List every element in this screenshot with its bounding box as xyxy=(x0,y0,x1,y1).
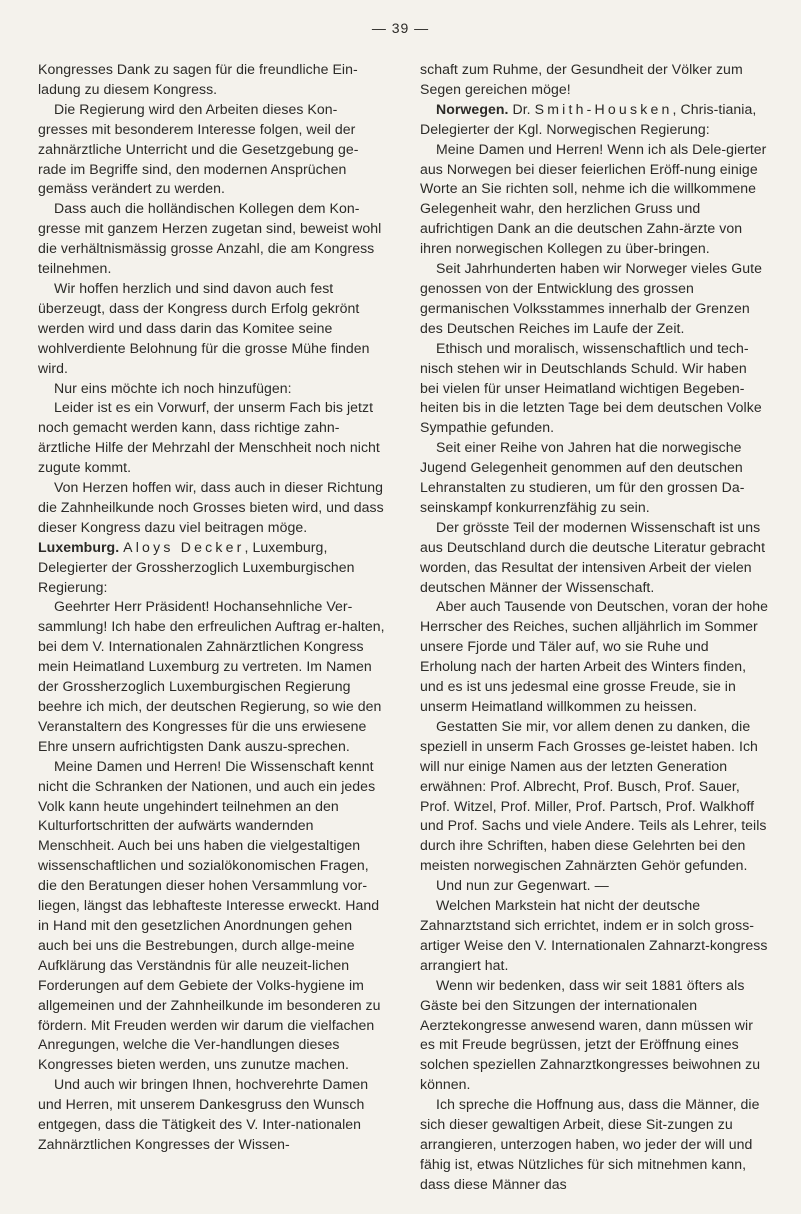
paragraph: Luxemburg. Aloys Decker, Luxemburg, Delegierter der Grossherzoglich Luxemburgischen Regierung: xyxy=(38,538,355,595)
paragraph: Leider ist es ein Vorwurf, der unserm Fach bis jetzt noch gemacht werden kann, dass richtige zahn-ärztliche Hilfe der Mehrzahl der Menschheit noch nicht zugute kommt. xyxy=(38,399,380,476)
paragraph: schaft zum Ruhme, der Gesundheit der Völker zum Segen gereichen möge! xyxy=(420,61,743,97)
paragraph: Nur eins möchte ich noch hinzufügen: xyxy=(54,379,292,396)
left-column xyxy=(38,60,386,1200)
paragraph: Meine Damen und Herren! Die Wissenschaft kennt nicht die Schranken der Nationen, und auch ein jedes Volk kann heute ungehindert teilnehmen an den Kulturfortschritten der aufwärts wandernden Menschheit. Auch bei uns haben die vielgestaltigen wissenschaftlichen und sozialökonomischen Fragen, die den Beratungen dieser hohen Versammlung vor-liegen, längst das lebhafteste Interesse erweckt. Hand in Hand mit den gesetzlichen Anordnungen gehen auch bei uns die Bestrebungen, durch allge-meine Aufklärung das Verständnis für alle neuzeit-lichen Forderungen auf dem Gebiete der Volks-hygiene im allgemeinen und der Zahnheilkunde im besonderen zu fördern. Mit Freuden werden wir darum die vielfachen Anregungen, welche die Ver-handlungen dieses Kongresses bieten werden, uns zunutze machen. xyxy=(38,757,381,1073)
paragraph: Kongresses Dank zu sagen für die freundliche Ein-ladung zu diesem Kongress. xyxy=(38,61,358,97)
speaker-country: Norwegen. xyxy=(436,100,513,117)
paragraph: Wir hoffen herzlich und sind davon auch fest überzeugt, dass der Kongress durch Erfolg gekrönt werden wird und dass darin das Komitee seine wohlverdiente Belohnung für die grosse Mühe finden wird. xyxy=(38,279,370,376)
paragraph: Die Regierung wird den Arbeiten dieses Kon-gresses mit besonderem Interesse folgen, weil der zahnärztliche Unterricht und die Gesetzgebung ge-rade im Begriffe sind, den modernen Ansprüchen gemäss verändert zu werden. xyxy=(38,100,359,197)
paragraph: Von Herzen hoffen wir, dass auch in dieser Richtung die Zahnheilkunde noch Grosses bieten wird, und dass dieser Kongress dazu viel beitragen möge. xyxy=(38,479,384,535)
page-number: — 39 — xyxy=(371,20,430,36)
paragraph: Meine Damen und Herren! Wenn ich als Dele-gierter aus Norwegen bei dieser feierlichen Eröff-nung einige Worte an Sie richten soll, nehme ich die willkommene Gelegenheit wahr, den herzlichen Gruss und aufrichtigen Dank an die deutschen Zahn-ärzte von ihren norwegischen Kollegen zu über-bringen. xyxy=(420,140,767,257)
speaker-country: Luxemburg. xyxy=(38,538,124,555)
right-column xyxy=(420,60,768,1200)
paragraph: Ethisch und moralisch, wissenschaftlich und tech-nisch stehen wir in Deutschlands Schuld. Wir haben bei vielen für unser Heimatland wichtigen Begeben-heiten bis in die letzten Tage bei dem deutschen Volke Sympathie gefunden. xyxy=(420,339,762,436)
paragraph: Und nun zur Gegenwart. — xyxy=(436,877,609,894)
paragraph: Welchen Markstein hat nicht der deutsche Zahnarztstand sich errichtet, indem er in solch gross-artiger Weise den V. Internationalen Zahnarzt-kongress arrangiert hat. xyxy=(420,897,768,973)
paragraph: Seit einer Reihe von Jahren hat die norwegische Jugend Gelegenheit genommen auf den deutschen Lehranstalten zu studieren, um für den grossen Da-seinskampf konkurrenzfähig zu sein. xyxy=(420,439,745,515)
paragraph: Der grösste Teil der modernen Wissenschaft ist uns aus Deutschland durch die deutsche Literatur gebracht worden, das Resultat der intensiven Arbeit der vielen deutschen Männer der Wissenschaft. xyxy=(420,518,766,595)
paragraph: Ich spreche die Hoffnung aus, dass die Männer, die sich dieser gewaltigen Arbeit, diese Sit-zungen zu arrangieren, unterzogen haben, wo jeder der will und fähig ist, etwas Nützliches für sich mitnehmen kann, dass diese Männer das xyxy=(420,1096,760,1192)
paragraph: Seit Jahrhunderten haben wir Norweger vieles Gute genossen von der Entwicklung des grossen germanischen Volksstammes innerhalb der Grenzen des Deutschen Reiches im Laufe der Zeit. xyxy=(420,260,763,336)
paragraph: Wenn wir bedenken, dass wir seit 1881 öfters als Gäste bei den Sitzungen der internationalen Aerztekongresse anwesend waren, dann müssen wir es mit Freude begrüssen, jetzt der Eröffnung eines solchen speziellen Zahnarztkongresses beiwohnen zu können. xyxy=(420,976,761,1093)
speaker-name: Smith-Housken xyxy=(534,100,673,117)
paragraph: Und auch wir bringen Ihnen, hochverehrte Damen und Herren, mit unserem Dankesgruss den Wunsch entgegen, dass die Tätigkeit des V. Inter-nationalen Zahnärztlichen Kongresses der Wissen- xyxy=(38,1076,369,1152)
speaker-name: Aloys Decker xyxy=(123,538,245,555)
paragraph: Norwegen. Dr. Smith-Housken, Chris-tiania, Delegierter der Kgl. Norwegischen Regierung: xyxy=(420,100,757,137)
paragraph: Aber auch Tausende von Deutschen, voran der hohe Herrscher des Reiches, suchen alljährlich im Sommer unsere Fjorde und Täler auf, wo sie Ruhe und Erholung nach der harten Arbeit des Winters finden, und es ist uns jedesmal eine grosse Freude, sie in unserm Heimatland willkommen zu heissen. xyxy=(420,598,769,714)
paragraph: Dass auch die holländischen Kollegen dem Kon-gresse mit ganzem Herzen zugetan sind, beweist wohl die verhältnismässig grosse Anzahl, die am Kongress teilnehmen. xyxy=(38,200,382,277)
paragraph: Geehrter Herr Präsident! Hochansehnliche Ver-sammlung! Ich habe den erfreulichen Auftrag er-halten, bei dem V. Internationalen Zahnärztlichen Kongress mein Heimatland Luxemburg zu vertreten. Im Namen der Grossherzoglich Luxemburgischen Regierung beehre ich mich, der deutschen Regierung, so wie den Veranstaltern des Kongresses für die uns erwiesene Ehre unsern aufrichtigsten Dank auszu-sprechen. xyxy=(38,598,385,754)
paragraph: Gestatten Sie mir, vor allem denen zu danken, die speziell in unserm Fach Grosses ge-leistet haben. Ich will nur einige Namen aus der letzten Generation erwähnen: Prof. Albrecht, Prof. Busch, Prof. Sauer, Prof. Witzel, Prof. Miller, Prof. Partsch, Prof. Walkhoff und Prof. Sachs und viele Andere. Teils als Lehrer, teils durch ihre Schriften, haben diese Gelehrten bei den meisten norwegischen Zahnärzten Gehör gefunden. xyxy=(420,717,767,874)
text-columns xyxy=(38,60,768,1200)
